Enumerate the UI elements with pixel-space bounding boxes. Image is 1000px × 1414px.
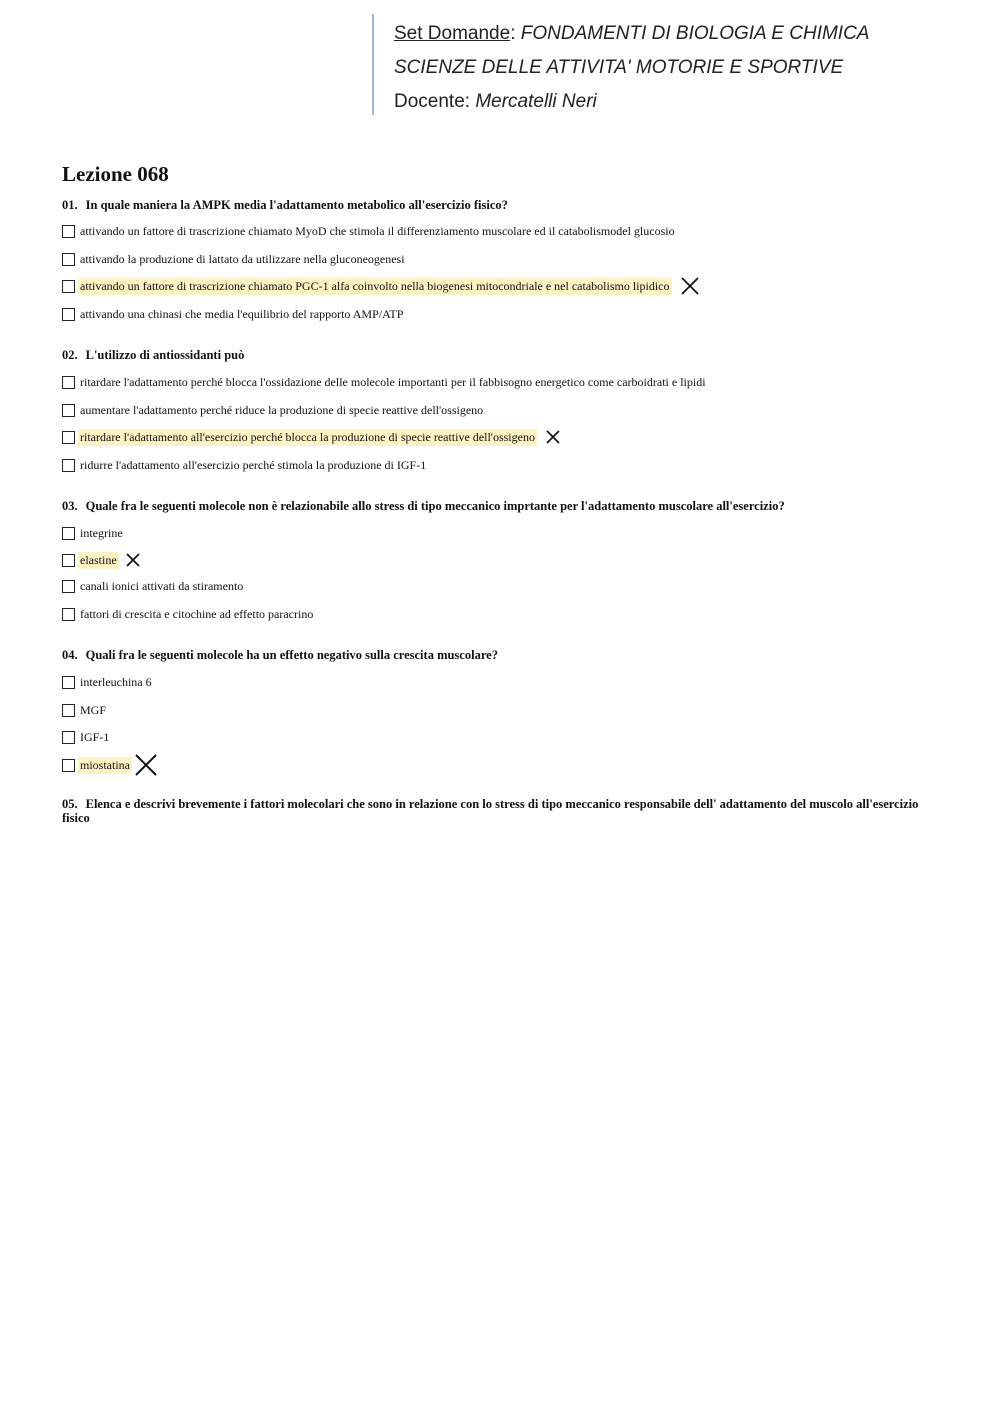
question-number: 05. — [62, 797, 78, 811]
header-program-line — [394, 54, 932, 82]
checkbox-icon[interactable] — [62, 253, 75, 266]
header-course-line — [394, 20, 932, 48]
option-text-highlighted: attivando un fattore di trascrizione chiamato PGC-1 alfa coinvolto nella biogenesi mitocondriale e nel catabolismo lipidico — [80, 278, 670, 293]
option-text: integrine — [80, 525, 123, 540]
option-text-highlighted: miostatina — [80, 757, 130, 772]
question-number: 02. — [62, 348, 78, 362]
option-01-a[interactable] — [62, 222, 677, 240]
checkbox-icon[interactable] — [62, 759, 75, 772]
checkbox-icon[interactable] — [62, 704, 75, 717]
option-text: attivando un fattore di trascrizione chiamato MyoD che stimola il differenziamento muscolare ed il catabolismodel glucosio — [80, 223, 675, 238]
checkbox-icon[interactable] — [62, 431, 75, 444]
option-03-d[interactable] — [62, 605, 315, 623]
teacher-name: Mercatelli Neri — [475, 91, 597, 112]
option-01-b[interactable] — [62, 250, 407, 268]
option-02-d[interactable] — [62, 456, 428, 474]
option-04-a[interactable] — [62, 673, 154, 691]
option-04-b[interactable] — [62, 701, 108, 719]
set-label: Set Domande — [394, 23, 511, 44]
checkbox-icon[interactable] — [62, 376, 75, 389]
checkbox-icon[interactable] — [62, 308, 75, 321]
question-number: 03. — [62, 499, 78, 513]
question-text: Quali fra le seguenti molecole ha un effetto negativo sulla crescita muscolare? — [85, 648, 498, 662]
program-name: SCIENZE DELLE ATTIVITA' MOTORIE E SPORTIVE — [394, 57, 844, 78]
option-text-highlighted: elastine — [80, 552, 117, 567]
question-text: L'utilizzo di antiossidanti può — [85, 348, 245, 362]
option-text: fattori di crescita e citochine ad effetto paracrino — [80, 606, 314, 621]
question-01 — [62, 198, 932, 212]
checkbox-icon[interactable] — [62, 554, 75, 567]
x-mark-icon — [545, 429, 561, 445]
option-01-c[interactable] — [62, 277, 700, 295]
question-04 — [62, 648, 932, 662]
lesson-title: Lezione 068 — [62, 162, 169, 186]
checkbox-icon[interactable] — [62, 676, 75, 689]
checkbox-icon[interactable] — [62, 608, 75, 621]
question-02 — [62, 348, 932, 362]
option-02-a[interactable] — [62, 373, 708, 391]
set-colon: : — [510, 23, 521, 44]
option-text: IGF-1 — [80, 729, 110, 744]
x-mark-icon — [125, 552, 141, 568]
option-01-d[interactable] — [62, 305, 405, 323]
checkbox-icon[interactable] — [62, 280, 75, 293]
option-03-a[interactable] — [62, 524, 125, 542]
checkbox-icon[interactable] — [62, 731, 75, 744]
course-name: FONDAMENTI DI BIOLOGIA E CHIMICA — [520, 23, 870, 44]
question-03 — [62, 499, 932, 513]
x-mark-icon — [134, 753, 158, 777]
option-text: attivando una chinasi che media l'equilibrio del rapporto AMP/ATP — [80, 306, 404, 321]
document-header — [372, 14, 932, 115]
question-number: 04. — [62, 648, 78, 662]
option-text: ridurre l'adattamento all'esercizio perché stimola la produzione di IGF-1 — [80, 457, 427, 472]
option-04-c[interactable] — [62, 728, 111, 746]
option-03-b[interactable] — [62, 551, 141, 569]
x-mark-icon — [680, 276, 700, 296]
option-04-d[interactable] — [62, 756, 158, 774]
checkbox-icon[interactable] — [62, 225, 75, 238]
question-text: Elenca e descrivi brevemente i fattori molecolari che sono in relazione con lo stress di tipo meccanico responsabile dell' adattamento del muscolo all'esercizio fisico — [62, 797, 919, 825]
option-text: MGF — [80, 702, 107, 717]
checkbox-icon[interactable] — [62, 459, 75, 472]
option-02-b[interactable] — [62, 401, 485, 419]
question-text: Quale fra le seguenti molecole non è relazionabile allo stress di tipo meccanico imprtante per l'adattamento muscolare all'esercizio? — [85, 499, 785, 513]
option-02-c[interactable] — [62, 428, 561, 446]
checkbox-icon[interactable] — [62, 404, 75, 417]
question-number: 01. — [62, 198, 78, 212]
option-text: aumentare l'adattamento perché riduce la produzione di specie reattive dell'ossigeno — [80, 402, 484, 417]
checkbox-icon[interactable] — [62, 527, 75, 540]
option-03-c[interactable] — [62, 577, 245, 595]
option-text: interleuchina 6 — [80, 674, 152, 689]
option-text-highlighted: ritardare l'adattamento all'esercizio perché blocca la produzione di specie reattive dell'ossigeno — [80, 429, 535, 444]
option-text: ritardare l'adattamento perché blocca l'ossidazione delle molecole importanti per il fabbisogno energetico come carboidrati e lipidi — [80, 374, 706, 389]
checkbox-icon[interactable] — [62, 580, 75, 593]
option-text: canali ionici attivati da stiramento — [80, 578, 244, 593]
teacher-label: Docente: — [394, 91, 476, 112]
option-text: attivando la produzione di lattato da utilizzare nella gluconeogenesi — [80, 251, 405, 266]
question-05 — [62, 797, 932, 825]
header-teacher-line — [394, 88, 932, 116]
question-text: In quale maniera la AMPK media l'adattamento metabolico all'esercizio fisico? — [85, 198, 508, 212]
